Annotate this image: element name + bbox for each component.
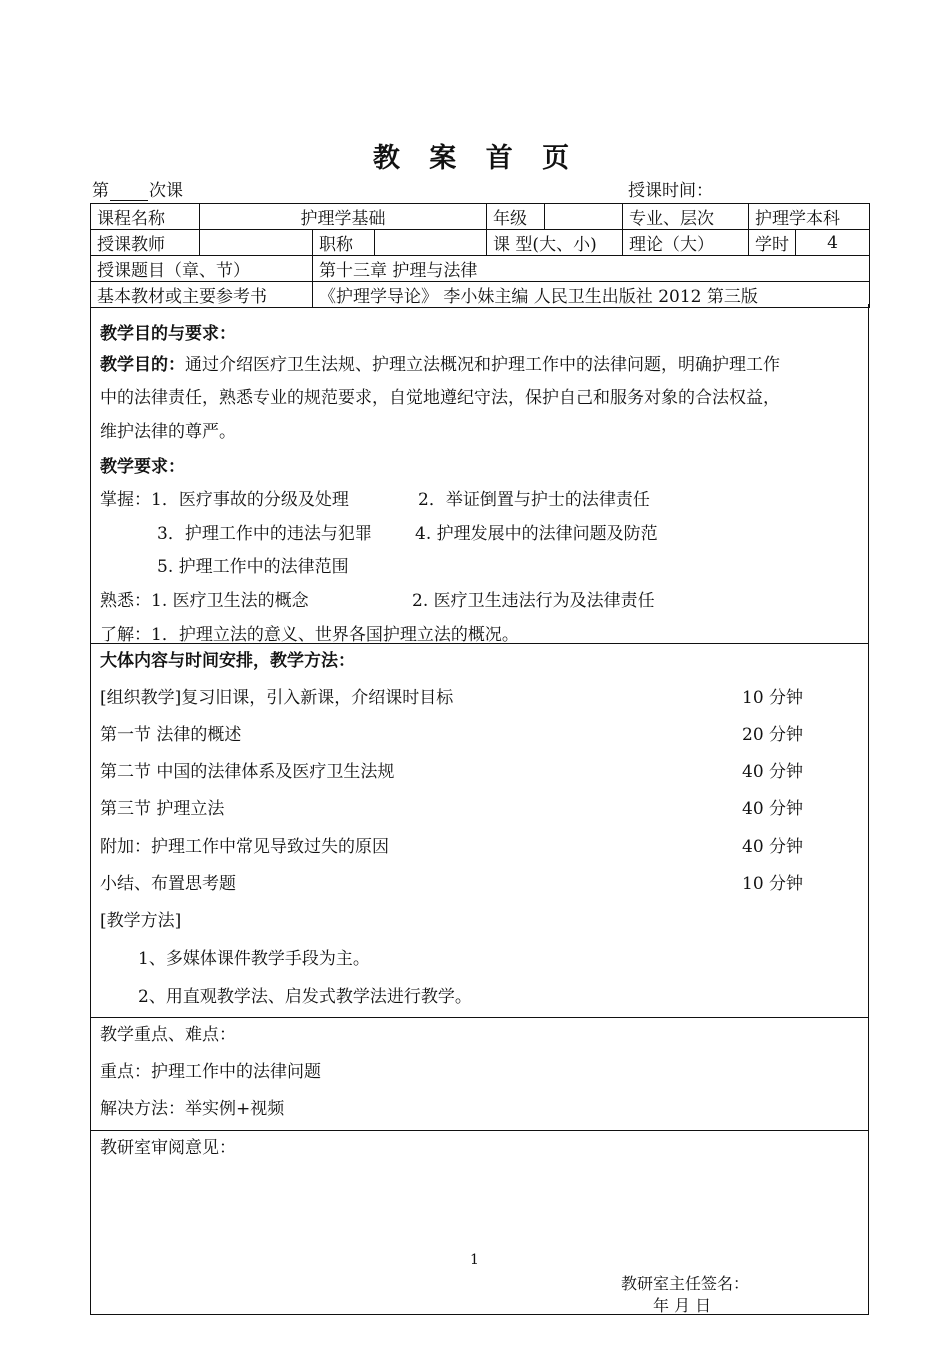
method-item-2: 2、用直观教学法、启发式教学法进行教学。 <box>138 987 472 1007</box>
understand-item: 了解：1．护理立法的意义、世界各国护理立法的概况。 <box>100 625 519 645</box>
schedule-item-time: 20 分钟 <box>742 725 804 745</box>
requirements-heading: 教学要求： <box>100 457 185 477</box>
purpose-line-3: 维护法律的尊严。 <box>100 422 236 442</box>
lesson-suffix: 次课 <box>149 181 183 201</box>
lesson-prefix: 第 <box>92 181 109 201</box>
purpose-line-1 <box>100 350 780 375</box>
page-number: 1 <box>470 1252 479 1268</box>
major-value: 护理学本科 <box>749 204 870 230</box>
keypoints-heading: 教学重点、难点： <box>100 1025 236 1045</box>
teacher-value <box>200 230 313 256</box>
schedule-item-label: 第一节 法律的概述 <box>100 725 242 745</box>
schedule-item-label: 附加：护理工作中常见导致过失的原因 <box>100 837 389 857</box>
lesson-time-label: 授课时间： <box>628 181 713 201</box>
hours-label: 学时 <box>749 230 796 256</box>
schedule-heading: 大体内容与时间安排，教学方法： <box>100 651 355 671</box>
schedule-item-label: 小结、布置思考题 <box>100 874 236 894</box>
familiar-item-2: 2. 医疗卫生违法行为及法律责任 <box>412 591 655 611</box>
course-name-value: 护理学基础 <box>200 204 487 230</box>
master-item-4: 4. 护理发展中的法律问题及防范 <box>415 524 658 544</box>
topic-label: 授课题目（章、节） <box>91 256 313 282</box>
purpose-line-2: 中的法律责任，熟悉专业的规范要求，自觉地遵纪守法，保护自己和服务对象的合法权益， <box>100 388 780 408</box>
page-title: 教 案 首 页 <box>372 143 580 174</box>
keypoints-section <box>90 1017 869 1131</box>
method-heading: [教学方法] <box>100 911 182 931</box>
schedule-item-label: [组织教学]复习旧课，引入新课，介绍课时目标 <box>100 688 454 708</box>
purpose-text-1: 通过介绍医疗卫生法规、护理立法概况和护理工作中的法律问题，明确护理工作 <box>185 355 780 375</box>
familiar-item-1: 熟悉：1. 医疗卫生法的概念 <box>100 591 309 611</box>
schedule-item-time: 10 分钟 <box>742 688 804 708</box>
objectives-heading: 教学目的与要求： <box>100 324 236 344</box>
schedule-item-time: 40 分钟 <box>742 837 804 857</box>
keypoint-text: 重点：护理工作中的法律问题 <box>100 1062 321 1082</box>
signature-label: 教研室主任签名： <box>621 1274 750 1293</box>
signature-date: 年 月 日 <box>653 1296 712 1315</box>
major-label: 专业、层次 <box>623 204 749 230</box>
title-label: 职称 <box>313 230 375 256</box>
type-value: 理论（大） <box>623 230 749 256</box>
review-section <box>90 1130 869 1315</box>
type-label: 课 型(大、小) <box>487 230 623 256</box>
master-item-2: 2．举证倒置与护士的法律责任 <box>418 490 650 510</box>
grade-label: 年级 <box>487 204 545 230</box>
textbook-value: 《护理学导论》 李小妹主编 人民卫生出版社 2012 第三版 <box>313 282 870 308</box>
topic-value: 第十三章 护理与法律 <box>313 256 870 282</box>
schedule-item-label: 第二节 中国的法律体系及医疗卫生法规 <box>100 762 395 782</box>
hours-value: 4 <box>796 230 870 256</box>
textbook-label: 基本教材或主要参考书 <box>91 282 313 308</box>
solution-text: 解决方法：举实例+视频 <box>100 1099 285 1119</box>
schedule-item-time: 40 分钟 <box>742 799 804 819</box>
lesson-number-blank <box>110 182 148 201</box>
master-item-1: 掌握：1．医疗事故的分级及处理 <box>100 490 349 510</box>
schedule-section <box>90 643 869 1018</box>
course-info-table <box>90 203 870 308</box>
master-item-3: 3．护理工作中的违法与犯罪 <box>157 524 372 544</box>
objectives-section <box>90 304 869 644</box>
lesson-number <box>92 176 183 201</box>
title-value <box>375 230 487 256</box>
master-item-5: 5. 护理工作中的法律范围 <box>157 557 349 577</box>
course-name-label: 课程名称 <box>91 204 200 230</box>
grade-value <box>545 204 623 230</box>
schedule-item-time: 10 分钟 <box>742 874 804 894</box>
review-heading: 教研室审阅意见： <box>100 1138 236 1158</box>
purpose-label: 教学目的： <box>100 355 185 375</box>
teacher-label: 授课教师 <box>91 230 200 256</box>
method-item-1: 1、多媒体课件教学手段为主。 <box>138 949 370 969</box>
schedule-item-time: 40 分钟 <box>742 762 804 782</box>
schedule-item-label: 第三节 护理立法 <box>100 799 225 819</box>
